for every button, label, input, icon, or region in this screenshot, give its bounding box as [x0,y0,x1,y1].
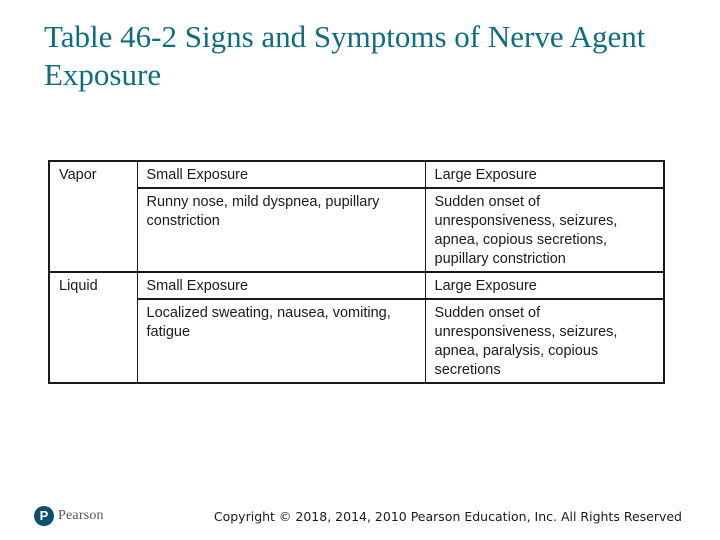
slide-title: Table 46-2 Signs and Symptoms of Nerve Agent Exposure [44,19,646,92]
table-row [49,272,664,299]
small-exposure-heading: Small Exposure [137,161,425,188]
table-row [49,188,664,272]
pearson-logo-text: Pearson [58,508,104,523]
nerve-agent-symptoms-table [48,160,665,384]
small-exposure-symptoms: Runny nose, mild dyspnea, pupillary constriction [137,188,425,272]
copyright-notice: Copyright © 2018, 2014, 2010 Pearson Education, Inc. All Rights Reserved [213,509,682,524]
pearson-logo [34,506,104,526]
large-exposure-symptoms: Sudden onset of unresponsiveness, seizures, apnea, paralysis, copious secretions [425,299,664,383]
route-cell: Liquid [49,272,137,383]
table-row [49,299,664,383]
table-row [49,161,664,188]
large-exposure-heading: Large Exposure [425,161,664,188]
large-exposure-heading: Large Exposure [425,272,664,299]
small-exposure-heading: Small Exposure [137,272,425,299]
large-exposure-symptoms: Sudden onset of unresponsiveness, seizures, apnea, copious secretions, pupillary constriction [425,188,664,272]
small-exposure-symptoms: Localized sweating, nausea, vomiting, fatigue [137,299,425,383]
pearson-logo-icon: P [34,506,54,526]
route-cell: Vapor [49,161,137,272]
